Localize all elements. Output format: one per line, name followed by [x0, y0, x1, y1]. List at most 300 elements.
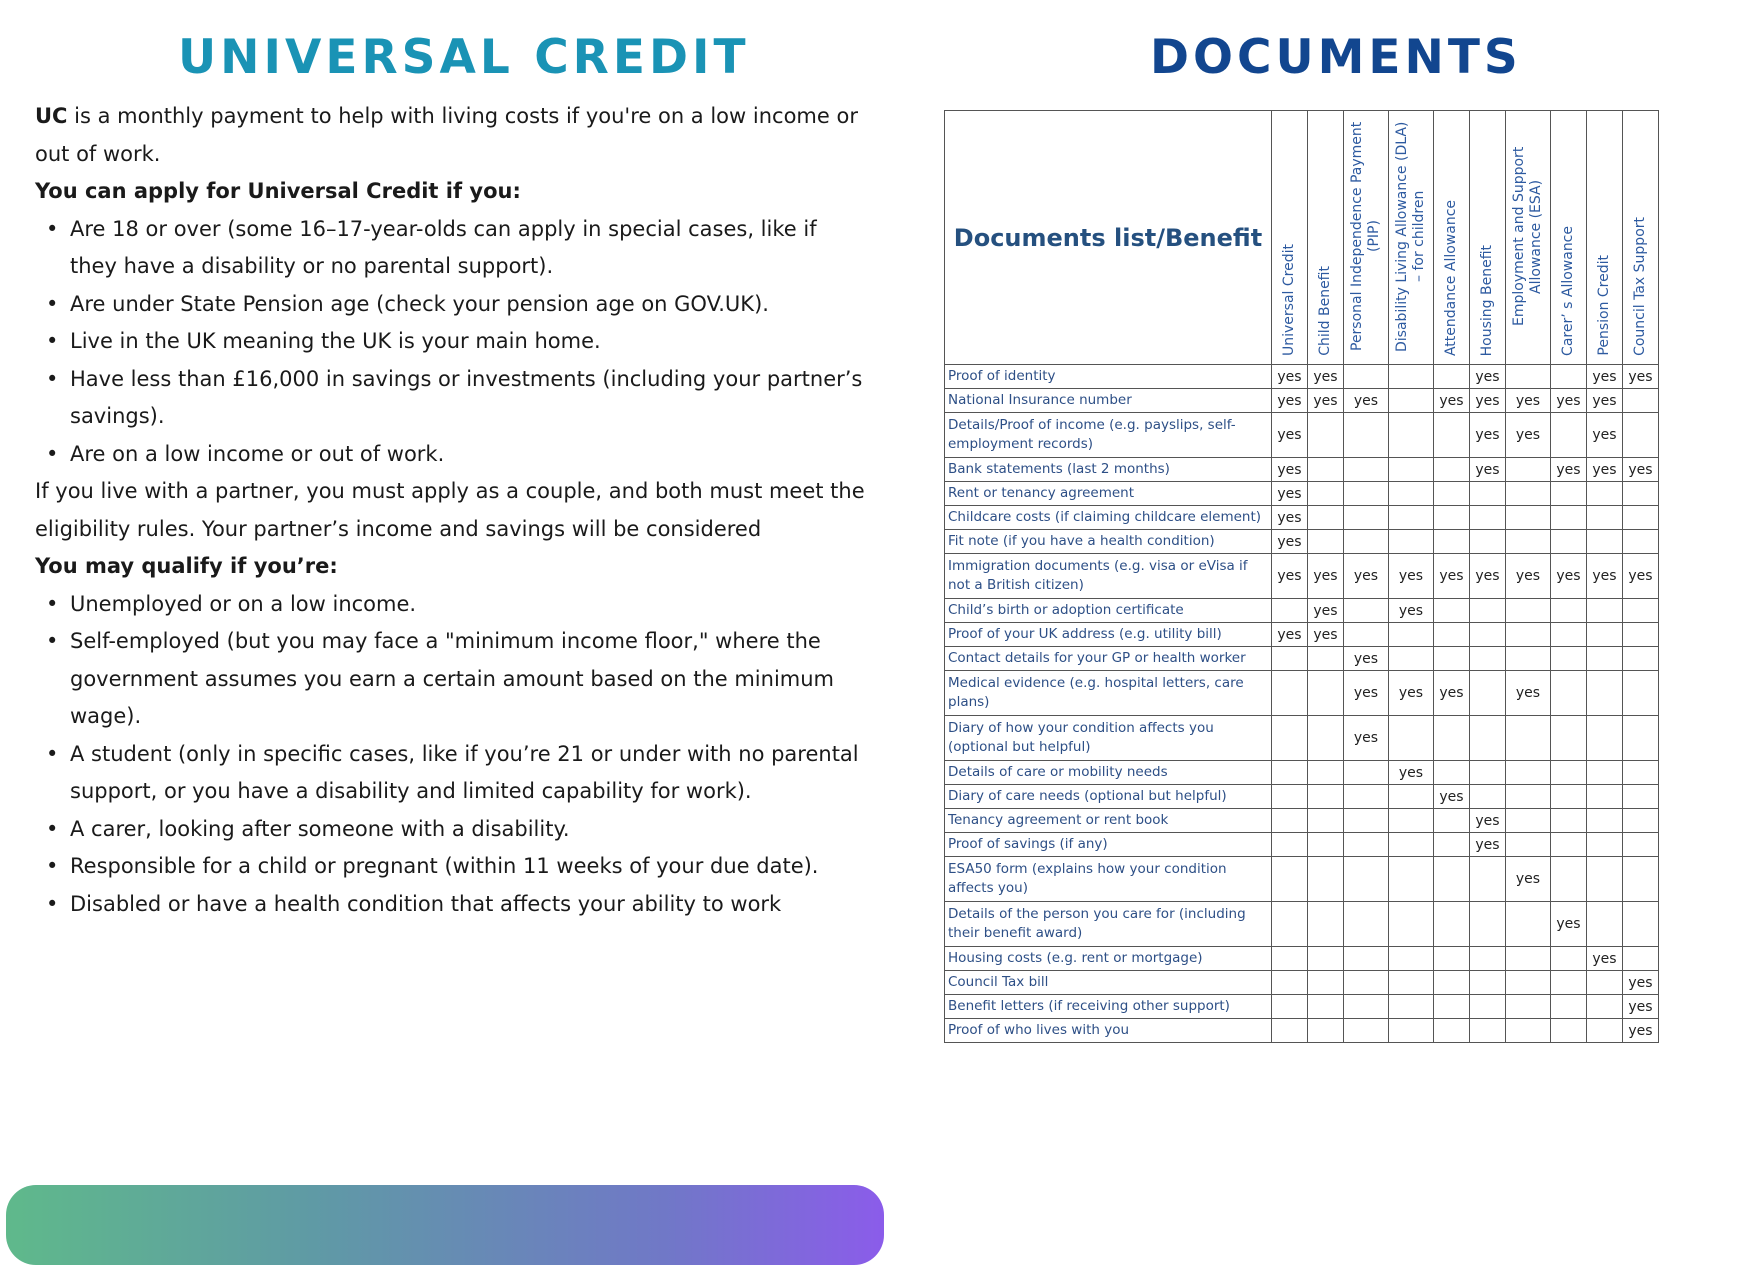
requirement-cell	[1506, 599, 1551, 623]
requirement-cell	[1308, 716, 1344, 761]
document-name-cell: Rent or tenancy agreement	[945, 482, 1272, 506]
requirement-cell	[1308, 995, 1344, 1019]
requirement-cell	[1551, 365, 1587, 389]
requirement-cell	[1470, 671, 1506, 716]
requirement-cell	[1551, 947, 1587, 971]
requirement-cell: yes	[1623, 995, 1659, 1019]
requirement-cell: yes	[1470, 458, 1506, 482]
requirement-cell: yes	[1623, 971, 1659, 995]
requirement-cell	[1551, 530, 1587, 554]
requirement-cell	[1344, 623, 1389, 647]
table-row	[945, 413, 1659, 458]
requirement-cell	[1308, 761, 1344, 785]
document-name-cell: Fit note (if you have a health condition)	[945, 530, 1272, 554]
table-row	[945, 599, 1659, 623]
requirement-cell: yes	[1623, 458, 1659, 482]
requirement-cell	[1434, 833, 1470, 857]
requirement-cell: yes	[1470, 809, 1506, 833]
table-corner-heading: Documents list/Benefit	[945, 111, 1272, 365]
requirement-cell: yes	[1308, 623, 1344, 647]
requirement-cell	[1470, 530, 1506, 554]
requirement-cell	[1272, 971, 1308, 995]
requirement-cell: yes	[1272, 554, 1308, 599]
document-name-cell: Proof of savings (if any)	[945, 833, 1272, 857]
document-name-cell: Contact details for your GP or health worker	[945, 647, 1272, 671]
table-row	[945, 785, 1659, 809]
requirement-cell	[1389, 365, 1434, 389]
requirement-cell	[1551, 506, 1587, 530]
requirement-cell	[1506, 623, 1551, 647]
requirement-cell	[1389, 902, 1434, 947]
intro-abbrev: UC	[35, 104, 68, 128]
requirement-cell: yes	[1506, 389, 1551, 413]
table-row	[945, 857, 1659, 902]
requirement-cell: yes	[1434, 554, 1470, 599]
requirement-cell: yes	[1272, 389, 1308, 413]
requirement-cell	[1272, 809, 1308, 833]
benefit-name: Pension Credit	[1596, 255, 1612, 356]
requirement-cell	[1623, 599, 1659, 623]
requirement-cell	[1434, 971, 1470, 995]
requirement-cell: yes	[1272, 506, 1308, 530]
document-name-cell: Diary of care needs (optional but helpful)	[945, 785, 1272, 809]
requirement-cell: yes	[1389, 671, 1434, 716]
requirement-cell	[1272, 647, 1308, 671]
requirement-cell	[1434, 809, 1470, 833]
qualify-item: • Disabled or have a health condition that affects your ability to work	[70, 886, 865, 924]
requirement-cell	[1623, 902, 1659, 947]
apply-item: • Are under State Pension age (check your pension age on GOV.UK).	[70, 286, 865, 324]
requirement-cell: yes	[1389, 554, 1434, 599]
table-row	[945, 365, 1659, 389]
requirement-cell	[1344, 947, 1389, 971]
document-name-cell: Tenancy agreement or rent book	[945, 809, 1272, 833]
qualify-item: • A student (only in specific cases, like if you’re 21 or under with no parental support, or you have a disability and limited capability for work).	[70, 736, 865, 811]
document-name-cell: Proof of your UK address (e.g. utility bill)	[945, 623, 1272, 647]
benefit-column-header	[1470, 111, 1506, 365]
requirement-cell	[1587, 1019, 1623, 1043]
requirement-cell: yes	[1272, 623, 1308, 647]
document-name-cell: ESA50 form (explains how your condition affects you)	[945, 857, 1272, 902]
requirement-cell	[1308, 971, 1344, 995]
requirement-cell	[1434, 1019, 1470, 1043]
requirement-cell	[1623, 506, 1659, 530]
requirement-cell	[1434, 857, 1470, 902]
requirement-cell	[1434, 413, 1470, 458]
benefit-name: Attendance Allowance	[1443, 199, 1459, 356]
requirement-cell	[1623, 530, 1659, 554]
requirement-cell	[1623, 389, 1659, 413]
requirement-cell	[1506, 902, 1551, 947]
requirement-cell	[1308, 785, 1344, 809]
benefit-column-header	[1506, 111, 1551, 365]
qualify-item: • A carer, looking after someone with a disability.	[70, 811, 865, 849]
universal-credit-title: UNIVERSAL CREDIT	[178, 30, 750, 85]
benefit-column-header	[1623, 111, 1659, 365]
requirement-cell	[1470, 947, 1506, 971]
requirement-cell: yes	[1470, 554, 1506, 599]
requirement-cell: yes	[1344, 554, 1389, 599]
universal-credit-text	[35, 98, 865, 923]
table-row	[945, 458, 1659, 482]
requirement-cell	[1344, 833, 1389, 857]
table-row	[945, 554, 1659, 599]
requirement-cell: yes	[1434, 671, 1470, 716]
requirement-cell	[1506, 761, 1551, 785]
requirement-cell	[1587, 716, 1623, 761]
requirement-cell	[1389, 530, 1434, 554]
requirement-cell	[1506, 995, 1551, 1019]
requirement-cell	[1434, 482, 1470, 506]
requirement-cell: yes	[1506, 554, 1551, 599]
table-row	[945, 995, 1659, 1019]
requirement-cell	[1308, 413, 1344, 458]
requirement-cell	[1506, 647, 1551, 671]
requirement-cell	[1272, 833, 1308, 857]
requirement-cell: yes	[1344, 647, 1389, 671]
document-name-cell: Council Tax bill	[945, 971, 1272, 995]
requirement-cell	[1434, 647, 1470, 671]
document-name-cell: Bank statements (last 2 months)	[945, 458, 1272, 482]
requirement-cell	[1344, 413, 1389, 458]
requirement-cell	[1623, 809, 1659, 833]
table-row	[945, 389, 1659, 413]
qualify-item: • Responsible for a child or pregnant (within 11 weeks of your due date).	[70, 848, 865, 886]
requirement-cell: yes	[1272, 458, 1308, 482]
document-name-cell: Proof of identity	[945, 365, 1272, 389]
requirement-cell	[1470, 857, 1506, 902]
benefit-name: Employment and Support Allowance (ESA)	[1511, 146, 1544, 327]
requirement-cell: yes	[1389, 761, 1434, 785]
requirement-cell: yes	[1434, 785, 1470, 809]
requirement-cell	[1272, 716, 1308, 761]
benefit-column-header	[1272, 111, 1308, 365]
table-header-row	[945, 111, 1659, 365]
requirement-cell	[1308, 506, 1344, 530]
document-name-cell: Proof of who lives with you	[945, 1019, 1272, 1043]
requirement-cell	[1470, 785, 1506, 809]
requirement-cell	[1272, 947, 1308, 971]
requirement-cell	[1587, 833, 1623, 857]
table-row	[945, 716, 1659, 761]
requirement-cell	[1344, 365, 1389, 389]
requirement-cell	[1506, 506, 1551, 530]
requirement-cell	[1308, 833, 1344, 857]
requirement-cell: yes	[1389, 599, 1434, 623]
requirement-cell: yes	[1272, 413, 1308, 458]
requirement-cell	[1623, 413, 1659, 458]
requirement-cell	[1272, 785, 1308, 809]
requirement-cell	[1587, 995, 1623, 1019]
requirement-cell	[1389, 809, 1434, 833]
requirement-cell	[1506, 365, 1551, 389]
requirement-cell: yes	[1308, 599, 1344, 623]
requirement-cell	[1506, 809, 1551, 833]
requirement-cell: yes	[1587, 365, 1623, 389]
requirement-cell: yes	[1623, 554, 1659, 599]
requirement-cell	[1551, 971, 1587, 995]
requirement-cell	[1470, 482, 1506, 506]
requirement-cell	[1389, 1019, 1434, 1043]
requirement-cell	[1389, 857, 1434, 902]
table-row	[945, 482, 1659, 506]
benefit-name: Universal Credit	[1281, 244, 1297, 356]
requirement-cell	[1272, 1019, 1308, 1043]
requirement-cell	[1344, 599, 1389, 623]
requirement-cell	[1470, 995, 1506, 1019]
requirement-cell: yes	[1551, 902, 1587, 947]
requirement-cell	[1587, 623, 1623, 647]
benefit-column-header	[1587, 111, 1623, 365]
qualify-item: • Self-employed (but you may face a "minimum income floor," where the government assumes you earn a certain amount based on the minimum wage).	[70, 623, 865, 736]
requirement-cell	[1272, 902, 1308, 947]
requirement-cell	[1470, 599, 1506, 623]
apply-item: • Are 18 or over (some 16–17-year-olds can apply in special cases, like if they have a disability or no parental support).	[70, 211, 865, 286]
requirement-cell	[1389, 389, 1434, 413]
benefit-column-header	[1434, 111, 1470, 365]
requirement-cell	[1506, 530, 1551, 554]
requirement-cell	[1506, 458, 1551, 482]
requirement-cell: yes	[1308, 389, 1344, 413]
requirement-cell	[1470, 902, 1506, 947]
requirement-cell	[1551, 671, 1587, 716]
couple-paragraph: If you live with a partner, you must apply as a couple, and both must meet the eligibility rules. Your partner’s income and savings will be considered	[35, 479, 865, 541]
requirement-cell	[1389, 482, 1434, 506]
requirement-cell	[1551, 995, 1587, 1019]
documents-title: DOCUMENTS	[1150, 30, 1522, 85]
document-name-cell: Medical evidence (e.g. hospital letters, care plans)	[945, 671, 1272, 716]
apply-item: • Are on a low income or out of work.	[70, 436, 865, 474]
requirement-cell	[1470, 716, 1506, 761]
requirement-cell: yes	[1506, 413, 1551, 458]
requirement-cell	[1587, 647, 1623, 671]
requirement-cell	[1344, 857, 1389, 902]
qualify-list	[35, 586, 865, 924]
requirement-cell: yes	[1587, 389, 1623, 413]
table-row	[945, 506, 1659, 530]
requirement-cell	[1434, 716, 1470, 761]
requirement-cell: yes	[1623, 365, 1659, 389]
requirement-cell: yes	[1470, 833, 1506, 857]
requirement-cell	[1470, 647, 1506, 671]
table-row	[945, 623, 1659, 647]
requirement-cell	[1389, 413, 1434, 458]
requirement-cell: yes	[1344, 716, 1389, 761]
requirement-cell	[1344, 809, 1389, 833]
requirement-cell	[1506, 833, 1551, 857]
requirement-cell	[1470, 623, 1506, 647]
requirement-cell: yes	[1551, 554, 1587, 599]
requirement-cell: yes	[1272, 365, 1308, 389]
documents-table	[944, 110, 1659, 1043]
requirement-cell	[1506, 947, 1551, 971]
requirement-cell: yes	[1506, 671, 1551, 716]
requirement-cell	[1623, 716, 1659, 761]
requirement-cell	[1506, 716, 1551, 761]
requirement-cell	[1434, 458, 1470, 482]
requirement-cell	[1470, 971, 1506, 995]
requirement-cell	[1551, 413, 1587, 458]
requirement-cell	[1344, 995, 1389, 1019]
requirement-cell	[1551, 761, 1587, 785]
requirement-cell	[1272, 761, 1308, 785]
requirement-cell	[1623, 833, 1659, 857]
requirement-cell	[1308, 902, 1344, 947]
requirement-cell	[1308, 1019, 1344, 1043]
requirement-cell: yes	[1434, 389, 1470, 413]
requirement-cell: yes	[1344, 671, 1389, 716]
benefit-column-header	[1308, 111, 1344, 365]
requirement-cell	[1434, 995, 1470, 1019]
document-name-cell: Housing costs (e.g. rent or mortgage)	[945, 947, 1272, 971]
document-name-cell: Details of the person you care for (including their benefit award)	[945, 902, 1272, 947]
requirement-cell	[1308, 671, 1344, 716]
table-row	[945, 833, 1659, 857]
requirement-cell	[1272, 995, 1308, 1019]
requirement-cell: yes	[1587, 458, 1623, 482]
requirement-cell	[1308, 809, 1344, 833]
qualify-heading: You may qualify if you’re:	[35, 554, 338, 578]
table-row	[945, 647, 1659, 671]
table-row	[945, 971, 1659, 995]
requirement-cell	[1587, 671, 1623, 716]
requirement-cell	[1434, 761, 1470, 785]
benefit-name: Housing Benefit	[1479, 244, 1495, 356]
requirement-cell	[1344, 785, 1389, 809]
table-row	[945, 530, 1659, 554]
requirement-cell	[1344, 971, 1389, 995]
table-row	[945, 902, 1659, 947]
requirement-cell	[1308, 947, 1344, 971]
decorative-gradient-bar	[6, 1185, 884, 1265]
benefit-column-header	[1344, 111, 1389, 365]
requirement-cell	[1623, 785, 1659, 809]
intro-paragraph	[35, 98, 865, 173]
benefit-name: Carer’ s Allowance	[1560, 226, 1576, 356]
document-name-cell: Details/Proof of income (e.g. payslips, self-employment records)	[945, 413, 1272, 458]
requirement-cell	[1623, 857, 1659, 902]
document-name-cell: Details of care or mobility needs	[945, 761, 1272, 785]
requirement-cell	[1434, 506, 1470, 530]
requirement-cell	[1389, 716, 1434, 761]
benefit-column-header	[1389, 111, 1434, 365]
requirement-cell	[1344, 506, 1389, 530]
benefit-name: Personal Independence Payment (PIP)	[1349, 121, 1382, 352]
requirement-cell	[1623, 482, 1659, 506]
requirement-cell	[1587, 785, 1623, 809]
requirement-cell: yes	[1587, 947, 1623, 971]
table-row	[945, 947, 1659, 971]
requirement-cell	[1551, 785, 1587, 809]
requirement-cell	[1344, 458, 1389, 482]
qualify-item: • Unemployed or on a low income.	[70, 586, 865, 624]
requirement-cell	[1551, 1019, 1587, 1043]
requirement-cell	[1344, 902, 1389, 947]
benefit-column-header	[1551, 111, 1587, 365]
requirement-cell	[1389, 458, 1434, 482]
document-name-cell: Benefit letters (if receiving other support)	[945, 995, 1272, 1019]
requirement-cell	[1623, 671, 1659, 716]
benefit-name: Council Tax Support	[1632, 217, 1648, 356]
requirement-cell	[1506, 1019, 1551, 1043]
table-row	[945, 1019, 1659, 1043]
requirement-cell	[1389, 623, 1434, 647]
requirement-cell	[1389, 647, 1434, 671]
requirement-cell	[1587, 971, 1623, 995]
requirement-cell	[1623, 947, 1659, 971]
requirement-cell: yes	[1587, 413, 1623, 458]
requirement-cell: yes	[1506, 857, 1551, 902]
intro-text: is a monthly payment to help with living costs if you're on a low income or out of work.	[35, 104, 858, 166]
table-row	[945, 671, 1659, 716]
requirement-cell	[1623, 761, 1659, 785]
requirement-cell	[1434, 623, 1470, 647]
requirement-cell: yes	[1587, 554, 1623, 599]
requirement-cell	[1551, 809, 1587, 833]
requirement-cell: yes	[1470, 389, 1506, 413]
document-name-cell: Child’s birth or adoption certificate	[945, 599, 1272, 623]
requirement-cell	[1434, 902, 1470, 947]
requirement-cell	[1344, 1019, 1389, 1043]
benefit-name: Disability Living Allowance (DLA) – for children	[1394, 121, 1427, 352]
requirement-cell	[1434, 947, 1470, 971]
requirement-cell: yes	[1272, 482, 1308, 506]
apply-heading: You can apply for Universal Credit if you:	[35, 179, 521, 203]
requirement-cell: yes	[1308, 365, 1344, 389]
requirement-cell	[1551, 833, 1587, 857]
requirement-cell	[1434, 599, 1470, 623]
table-row	[945, 761, 1659, 785]
documents-table-wrapper	[944, 110, 1659, 1043]
requirement-cell: yes	[1470, 365, 1506, 389]
document-name-cell: Diary of how your condition affects you (optional but helpful)	[945, 716, 1272, 761]
requirement-cell	[1308, 647, 1344, 671]
requirement-cell	[1587, 599, 1623, 623]
requirement-cell	[1587, 761, 1623, 785]
requirement-cell	[1587, 902, 1623, 947]
requirement-cell	[1344, 530, 1389, 554]
requirement-cell	[1587, 530, 1623, 554]
requirement-cell	[1434, 365, 1470, 389]
requirement-cell	[1587, 482, 1623, 506]
requirement-cell	[1551, 857, 1587, 902]
requirement-cell: yes	[1272, 530, 1308, 554]
requirement-cell	[1389, 947, 1434, 971]
requirement-cell	[1470, 761, 1506, 785]
requirement-cell	[1470, 1019, 1506, 1043]
benefit-name: Child Benefit	[1317, 266, 1333, 356]
requirement-cell	[1389, 833, 1434, 857]
requirement-cell	[1506, 482, 1551, 506]
requirement-cell	[1506, 971, 1551, 995]
requirement-cell	[1623, 623, 1659, 647]
requirement-cell	[1272, 671, 1308, 716]
requirement-cell: yes	[1623, 1019, 1659, 1043]
requirement-cell	[1470, 506, 1506, 530]
requirement-cell	[1389, 995, 1434, 1019]
requirement-cell	[1587, 809, 1623, 833]
document-name-cell: Immigration documents (e.g. visa or eVisa if not a British citizen)	[945, 554, 1272, 599]
requirement-cell	[1551, 599, 1587, 623]
requirement-cell	[1551, 482, 1587, 506]
requirement-cell	[1551, 647, 1587, 671]
requirement-cell	[1308, 482, 1344, 506]
requirement-cell	[1551, 716, 1587, 761]
requirement-cell	[1551, 623, 1587, 647]
apply-item: • Live in the UK meaning the UK is your main home.	[70, 323, 865, 361]
requirement-cell	[1308, 857, 1344, 902]
requirement-cell	[1272, 857, 1308, 902]
